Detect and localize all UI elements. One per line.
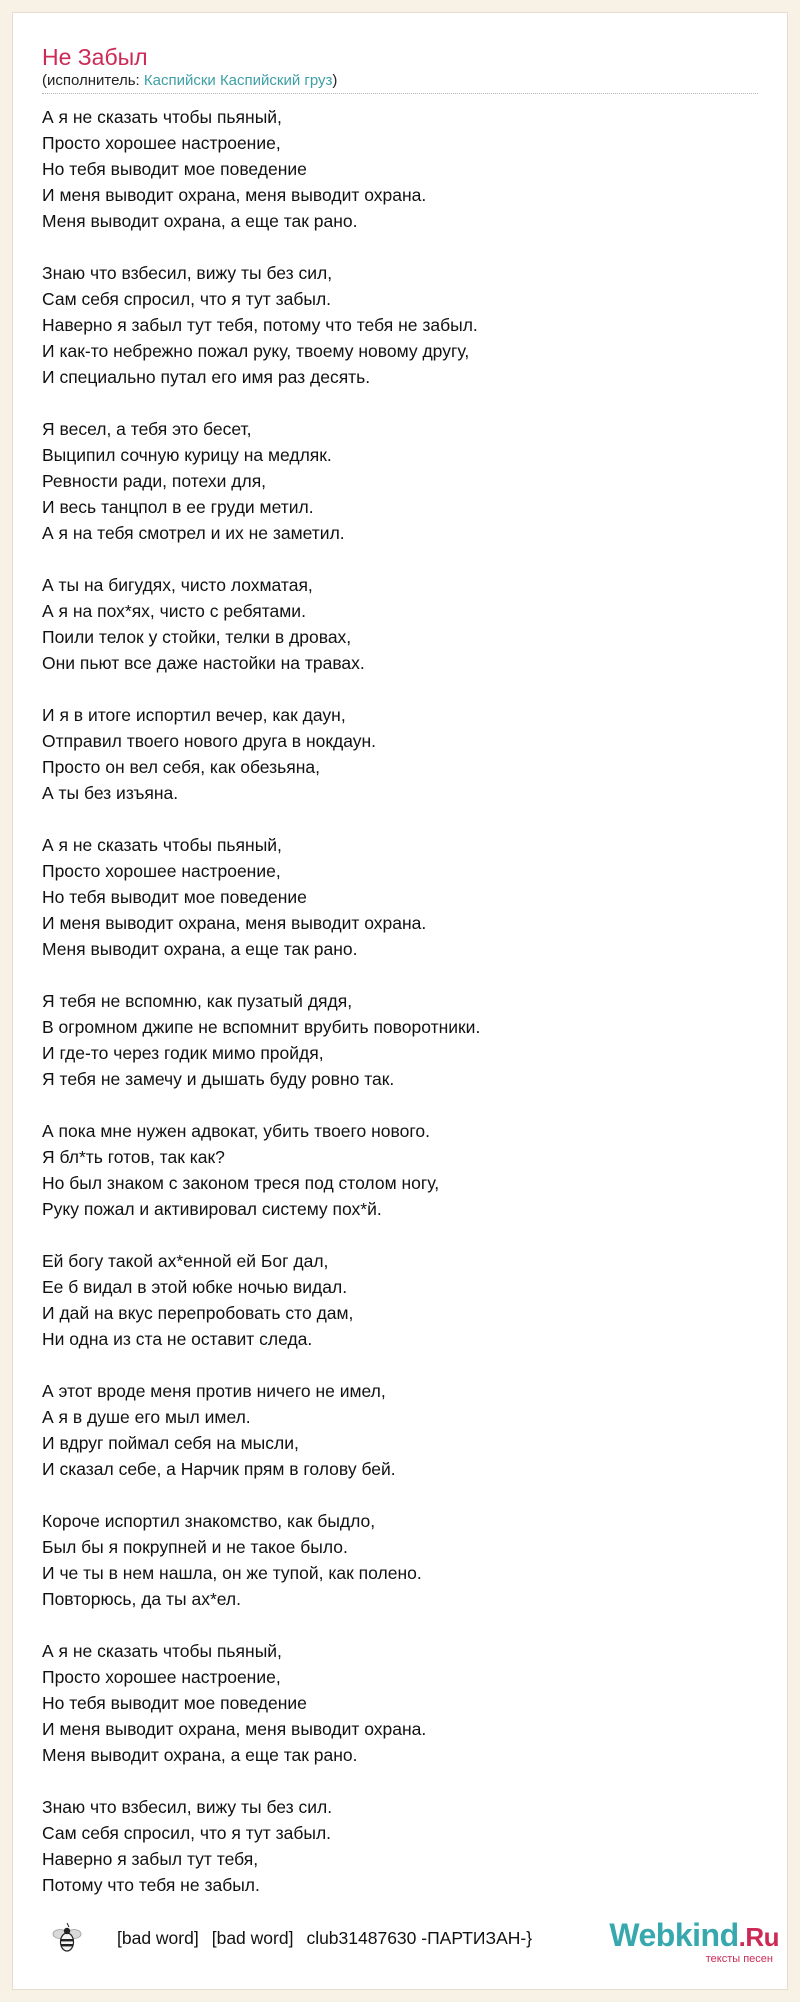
bee-icon <box>49 1921 85 1957</box>
lyric-line: Ревности ради, потехи для, <box>42 471 267 491</box>
lyrics-stanza <box>42 988 762 1092</box>
lyric-line: Отправил твоего нового друга в нокдаун. <box>42 731 377 751</box>
footer-word-1[interactable]: [bad word] <box>117 1928 199 1948</box>
lyric-line: А пока мне нужен адвокат, убить твоего нового. <box>42 1121 430 1141</box>
lyric-line: А этот вроде меня против ничего не имел, <box>42 1381 386 1401</box>
lyrics-stanza <box>42 416 762 546</box>
lyrics-stanza <box>42 1794 762 1898</box>
lyric-line: И сказал себе, а Нарчик прям в голову бей. <box>42 1459 396 1479</box>
lyric-line: Выципил сочную курицу на медляк. <box>42 445 332 465</box>
lyric-line: А ты без изъяна. <box>42 783 179 803</box>
lyric-line: Я бл*ть готов, так как? <box>42 1147 225 1167</box>
lyric-line: Просто хорошее настроение, <box>42 1667 281 1687</box>
lyric-line: Просто он вел себя, как обезьяна, <box>42 757 320 777</box>
lyric-line: Повторюсь, да ты ах*ел. <box>42 1589 242 1609</box>
lyrics-stanza <box>42 1378 762 1482</box>
lyric-line: И весь танцпол в ее груди метил. <box>42 497 314 517</box>
lyric-line: Наверно я забыл тут тебя, <box>42 1849 259 1869</box>
lyric-line: Меня выводит охрана, а еще так рано. <box>42 211 358 231</box>
lyric-line: Меня выводит охрана, а еще так рано. <box>42 1745 358 1765</box>
lyric-line: Но тебя выводит мое поведение <box>42 1693 307 1713</box>
lyric-line: Но был знаком с законом треся под столом ногу, <box>42 1173 440 1193</box>
lyric-line: А я на пох*ях, чисто с ребятами. <box>42 601 306 621</box>
title-divider <box>42 93 758 94</box>
lyrics-stanza <box>42 1508 762 1612</box>
webkind-logo[interactable] <box>569 1915 779 1965</box>
lyric-line: И меня выводит охрана, меня выводит охрана. <box>42 185 427 205</box>
lyric-line: А ты на бигудях, чисто лохматая, <box>42 575 313 595</box>
footer-words <box>117 1928 545 1949</box>
lyric-line: А я на тебя смотрел и их не заметил. <box>42 523 345 543</box>
lyric-line: А я не сказать чтобы пьяный, <box>42 835 282 855</box>
lyric-line: Поили телок у стойки, телки в дровах, <box>42 627 352 647</box>
lyrics-stanza <box>42 702 762 806</box>
lyric-line: И че ты в нем нашла, он же тупой, как полено. <box>42 1563 422 1583</box>
footer <box>39 1915 779 1965</box>
lyrics-stanza <box>42 1638 762 1768</box>
lyric-line: Знаю что взбесил, вижу ты без сил. <box>42 1797 333 1817</box>
lyric-line: А я не сказать чтобы пьяный, <box>42 107 282 127</box>
lyric-line: Ей богу такой ах*енной ей Бог дал, <box>42 1251 329 1271</box>
lyric-line: Был бы я покрупней и не такое было. <box>42 1537 348 1557</box>
lyric-line: Просто хорошее настроение, <box>42 861 281 881</box>
lyric-line: И меня выводит охрана, меня выводит охрана. <box>42 1719 427 1739</box>
lyric-line: И как-то небрежно пожал руку, твоему новому другу, <box>42 341 470 361</box>
lyric-line: И вдруг поймал себя на мысли, <box>42 1433 299 1453</box>
page-card <box>12 12 788 1990</box>
lyric-line: Я тебя не вспомню, как пузатый дядя, <box>42 991 353 1011</box>
lyric-line: И дай на вкус перепробовать сто дам, <box>42 1303 354 1323</box>
lyrics-stanza <box>42 832 762 962</box>
lyric-line: Наверно я забыл тут тебя, потому что тебя не забыл. <box>42 315 478 335</box>
lyric-line: Потому что тебя не забыл. <box>42 1875 260 1895</box>
song-title: Не Забыл <box>42 44 148 70</box>
lyric-line: Но тебя выводит мое поведение <box>42 887 307 907</box>
lyric-line: Сам себя спросил, что я тут забыл. <box>42 1823 332 1843</box>
lyrics-stanza <box>42 1248 762 1352</box>
lyrics-stanza <box>42 104 762 234</box>
lyric-line: Ни одна из ста не оставит следа. <box>42 1329 313 1349</box>
lyric-line: И где-то через годик мимо пройдя, <box>42 1043 324 1063</box>
lyrics-body <box>42 104 762 1924</box>
footer-word-2[interactable]: [bad word] <box>211 1928 294 1948</box>
artist-line <box>42 72 337 89</box>
lyric-line: Они пьют все даже настойки на травах. <box>42 653 365 673</box>
lyric-line: И я в итоге испортил вечер, как даун, <box>42 705 346 725</box>
lyrics-stanza <box>42 572 762 676</box>
lyric-line: Знаю что взбесил, вижу ты без сил, <box>42 263 333 283</box>
lyric-line: Руку пожал и активировал систему пох*й. <box>42 1199 382 1219</box>
lyrics-stanza <box>42 1118 762 1222</box>
lyric-line: Я тебя не замечу и дышать буду ровно так. <box>42 1069 395 1089</box>
lyric-line: В огромном джипе не вспомнит врубить поворотники. <box>42 1017 481 1037</box>
lyric-line: И меня выводит охрана, меня выводит охрана. <box>42 913 427 933</box>
lyric-line: А я не сказать чтобы пьяный, <box>42 1641 282 1661</box>
lyrics-stanza <box>42 260 762 390</box>
footer-word-3[interactable]: club31487630 -ПАРТИЗАН-} <box>306 1928 533 1948</box>
artist-link[interactable]: Каспийски Каспийский груз <box>143 72 333 89</box>
lyric-line: Просто хорошее настроение, <box>42 133 281 153</box>
lyric-line: Но тебя выводит мое поведение <box>42 159 307 179</box>
artist-prefix: (исполнитель: <box>42 72 144 89</box>
lyric-line: Короче испортил знакомство, как быдло, <box>42 1511 376 1531</box>
lyric-line: И специально путал его имя раз десять. <box>42 367 371 387</box>
lyric-line: Сам себя спросил, что я тут забыл. <box>42 289 332 309</box>
brand-name: Webkind <box>609 1917 739 1953</box>
brand-tagline: тексты песен <box>705 1953 773 1965</box>
brand-domain: .Ru <box>738 1922 779 1952</box>
artist-suffix: ) <box>332 72 338 89</box>
lyric-line: А я в душе его мыл имел. <box>42 1407 251 1427</box>
lyric-line: Ее б видал в этой юбке ночью видал. <box>42 1277 348 1297</box>
lyric-line: Меня выводит охрана, а еще так рано. <box>42 939 358 959</box>
lyric-line: Я весел, а тебя это бесет, <box>42 419 252 439</box>
